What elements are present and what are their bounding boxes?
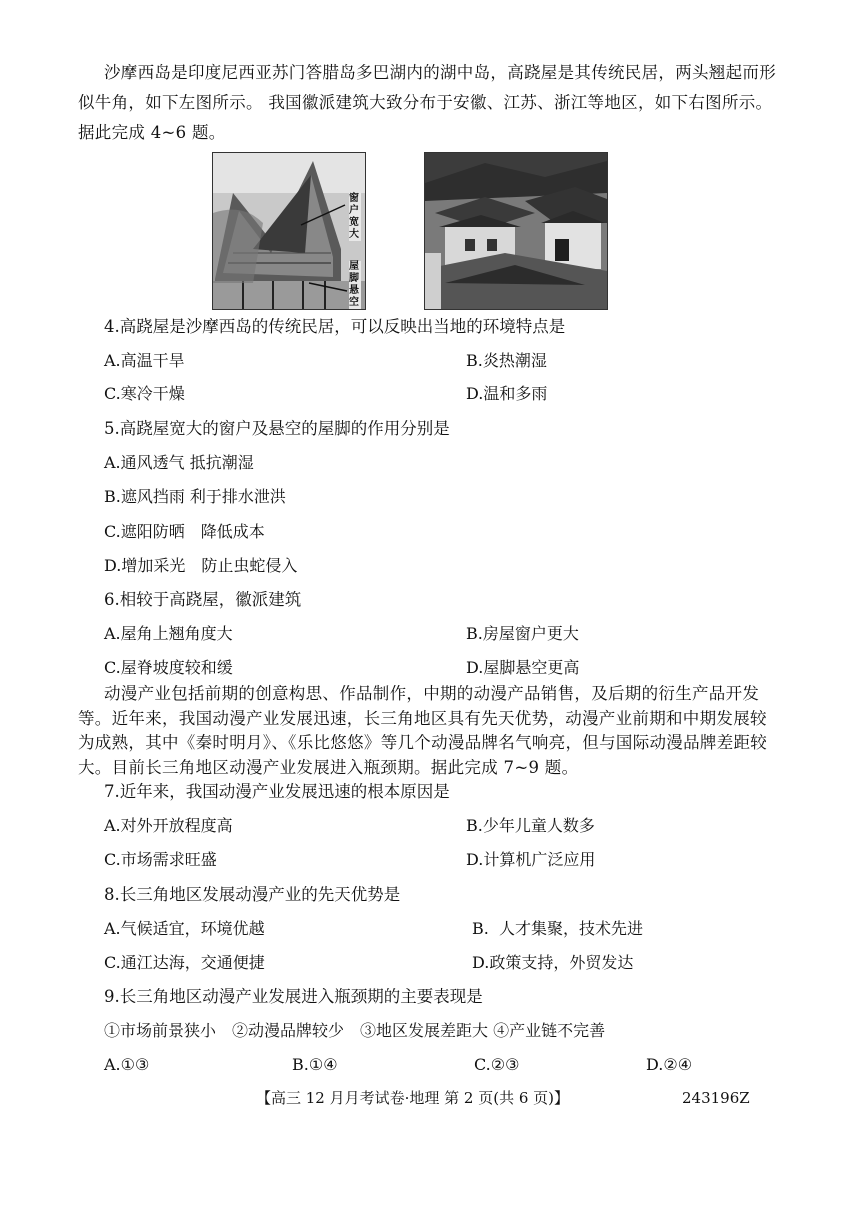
footer-code: 243196Z (682, 1089, 750, 1107)
question-4-stem: 4.高跷屋是沙摩西岛的传统民居，可以反映出当地的环境特点是 (104, 317, 566, 336)
q9-option-b[interactable]: B.①④ (292, 1055, 338, 1074)
q5-option-c[interactable]: C.遮阳防晒 降低成本 (104, 522, 265, 541)
q7-option-d[interactable]: D.计算机广泛应用 (466, 850, 596, 869)
q7-option-b[interactable]: B.少年儿童人数多 (466, 816, 595, 835)
q8-option-a[interactable]: A.气候适宜，环境优越 (104, 919, 265, 938)
q9-statements: ①市场前景狭小 ②动漫品牌较少 ③地区发展差距大 ④产业链不完善 (104, 1021, 606, 1040)
q7-option-a[interactable]: A.对外开放程度高 (104, 816, 233, 835)
question-5-stem: 5.高跷屋宽大的窗户及悬空的屋脚的作用分别是 (104, 419, 450, 438)
q5-option-d[interactable]: D.增加采光 防止虫蛇侵入 (104, 556, 298, 575)
q9-option-a[interactable]: A.①③ (104, 1055, 150, 1074)
q4-option-d[interactable]: D.温和多雨 (466, 384, 548, 403)
q4-option-c[interactable]: C.寒冷干燥 (104, 384, 185, 403)
huizhou-rooftops-illustration (425, 153, 607, 309)
page-footer (256, 1087, 750, 1109)
q6-option-b[interactable]: B.房屋窗户更大 (466, 624, 579, 643)
q6-option-d[interactable]: D.屋脚悬空更高 (466, 658, 580, 677)
question-7-stem: 7.近年来，我国动漫产业发展迅速的根本原因是 (104, 782, 450, 801)
huizhou-architecture-photo (424, 152, 608, 310)
q8-option-d[interactable]: D.政策支持，外贸发达 (472, 953, 634, 972)
footer-title: 【高三 12 月月考试卷·地理 第 2 页(共 6 页)】 (256, 1089, 570, 1107)
q5-option-b[interactable]: B.遮风挡雨 利于排水泄洪 (104, 487, 286, 506)
stilts-label: 屋脚悬空 (349, 261, 359, 308)
stilt-house-photo (212, 152, 366, 310)
question-6-stem: 6.相较于高跷屋，徽派建筑 (104, 590, 302, 609)
q5-option-a[interactable]: A.通风透气 抵抗潮湿 (104, 453, 254, 472)
q9-option-c[interactable]: C.②③ (474, 1055, 520, 1074)
q7-option-c[interactable]: C.市场需求旺盛 (104, 850, 217, 869)
q4-option-a[interactable]: A.高温干旱 (104, 351, 185, 370)
q9-option-d[interactable]: D.②④ (646, 1055, 693, 1074)
stilt-house-illustration (213, 153, 365, 309)
q8-option-b[interactable]: B. 人才集聚，技术先进 (472, 919, 644, 938)
intro-paragraph-2: 动漫产业包括前期的创意构思、作品制作，中期的动漫产品销售，及后期的衍生产品开发等。近年来，我国动漫产业发展迅速，长三角地区具有先天优势，动漫产业前期和中期发展较为成熟，其中《秦时明月》、《乐比悠悠》等几个动漫品牌名气响亮，但与国际动漫品牌差距较大。目前长三角地区动漫产业发展进入瓶颈期。据此完成 7~9 题。 (78, 684, 768, 777)
intro-paragraph-1: 沙摩西岛是印度尼西亚苏门答腊岛多巴湖内的湖中岛，高跷屋是其传统民居，两头翘起而形似牛角，如下左图所示。 我国徽派建筑大致分布于安徽、江苏、浙江等地区，如下右图所示。据此完成 4~6 题。 (78, 63, 776, 142)
q6-option-a[interactable]: A.屋角上翘角度大 (104, 624, 233, 643)
q6-option-c[interactable]: C.屋脊坡度较和缓 (104, 658, 233, 677)
question-9-stem: 9.长三角地区动漫产业发展进入瓶颈期的主要表现是 (104, 987, 483, 1006)
q8-option-c[interactable]: C.通江达海，交通便捷 (104, 953, 265, 972)
window-label: 窗户宽大 (349, 193, 359, 240)
question-8-stem: 8.长三角地区发展动漫产业的先天优势是 (104, 885, 401, 904)
q4-option-b[interactable]: B.炎热潮湿 (466, 351, 547, 370)
